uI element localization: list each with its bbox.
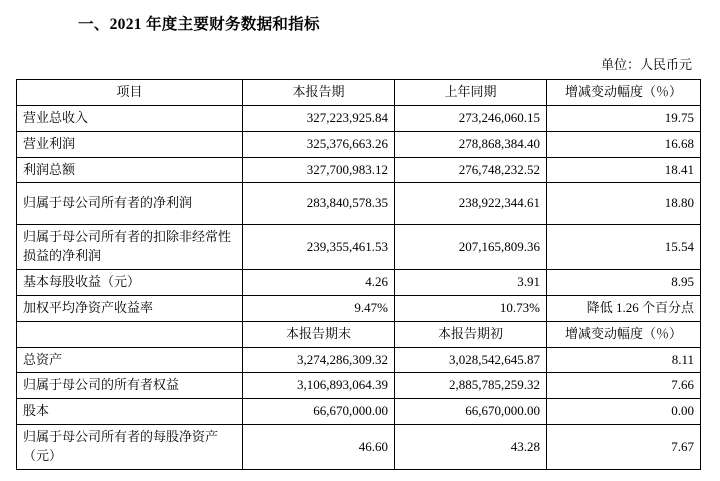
row-value-prior: 238,922,344.61 [395, 183, 547, 225]
table-row [17, 131, 701, 157]
column-header-change-rate: 增减变动幅度（％） [547, 80, 701, 106]
row-value-current: 327,223,925.84 [243, 105, 395, 131]
row-label: 基本每股收益（元） [17, 270, 243, 296]
row-value-change: 降低 1.26 个百分点 [547, 295, 701, 321]
table-row [17, 425, 701, 470]
row-value-prior: 276,748,232.52 [395, 157, 547, 183]
unit-note: 单位：人民币元 [600, 57, 692, 72]
table-row [17, 373, 701, 399]
row-value-change: 18.80 [547, 183, 701, 225]
column-header-item-blank [17, 321, 243, 347]
row-value-current: 3,274,286,309.32 [243, 347, 395, 373]
row-value-prior: 2,885,785,259.32 [395, 373, 547, 399]
row-value-change: 8.11 [547, 347, 701, 373]
row-value-change: 0.00 [547, 399, 701, 425]
table-row [17, 157, 701, 183]
row-value-change: 15.54 [547, 225, 701, 270]
column-header-current-period: 本报告期 [243, 80, 395, 106]
row-value-prior: 3,028,542,645.87 [395, 347, 547, 373]
row-value-prior: 278,868,384.40 [395, 131, 547, 157]
table-row [17, 105, 701, 131]
column-header-item: 项目 [17, 80, 243, 106]
table-row [17, 183, 701, 225]
row-label: 利润总额 [17, 157, 243, 183]
row-label: 股本 [17, 399, 243, 425]
row-value-change: 7.66 [547, 373, 701, 399]
row-label: 营业总收入 [17, 105, 243, 131]
row-label: 归属于母公司的所有者权益 [17, 373, 243, 399]
row-value-prior: 10.73% [395, 295, 547, 321]
row-value-prior: 43.28 [395, 425, 547, 470]
row-value-current: 46.60 [243, 425, 395, 470]
row-value-prior: 273,246,060.15 [395, 105, 547, 131]
row-label: 加权平均净资产收益率 [17, 295, 243, 321]
row-label: 归属于母公司所有者的每股净资产（元） [17, 425, 243, 470]
row-value-current: 327,700,983.12 [243, 157, 395, 183]
row-label: 总资产 [17, 347, 243, 373]
row-value-current: 283,840,578.35 [243, 183, 395, 225]
row-value-change: 16.68 [547, 131, 701, 157]
column-header-period-begin: 本报告期初 [395, 321, 547, 347]
row-value-current: 66,670,000.00 [243, 399, 395, 425]
row-value-current: 239,355,461.53 [243, 225, 395, 270]
column-header-change-rate-2: 增减变动幅度（％） [547, 321, 701, 347]
row-value-prior: 207,165,809.36 [395, 225, 547, 270]
table-header-row-balance [17, 321, 701, 347]
table-row [17, 295, 701, 321]
row-value-change: 19.75 [547, 105, 701, 131]
document-page [0, 12, 720, 481]
row-label: 营业利润 [17, 131, 243, 157]
row-value-current: 4.26 [243, 270, 395, 296]
table-row [17, 270, 701, 296]
row-value-change: 7.67 [547, 425, 701, 470]
table-row [17, 399, 701, 425]
table-header-row-period [17, 80, 701, 106]
row-value-prior: 3.91 [395, 270, 547, 296]
row-value-prior: 66,670,000.00 [395, 399, 547, 425]
row-value-current: 9.47% [243, 295, 395, 321]
page-title: 一、2021 年度主要财务数据和指标 [78, 16, 320, 33]
row-value-change: 8.95 [547, 270, 701, 296]
financial-summary-table [16, 79, 701, 470]
row-label: 归属于母公司所有者的扣除非经常性损益的净利润 [17, 225, 243, 270]
row-label: 归属于母公司所有者的净利润 [17, 183, 243, 225]
column-header-prior-period: 上年同期 [395, 80, 547, 106]
row-value-change: 18.41 [547, 157, 701, 183]
row-value-current: 325,376,663.26 [243, 131, 395, 157]
row-value-current: 3,106,893,064.39 [243, 373, 395, 399]
table-row [17, 225, 701, 270]
table-row [17, 347, 701, 373]
column-header-period-end: 本报告期末 [243, 321, 395, 347]
